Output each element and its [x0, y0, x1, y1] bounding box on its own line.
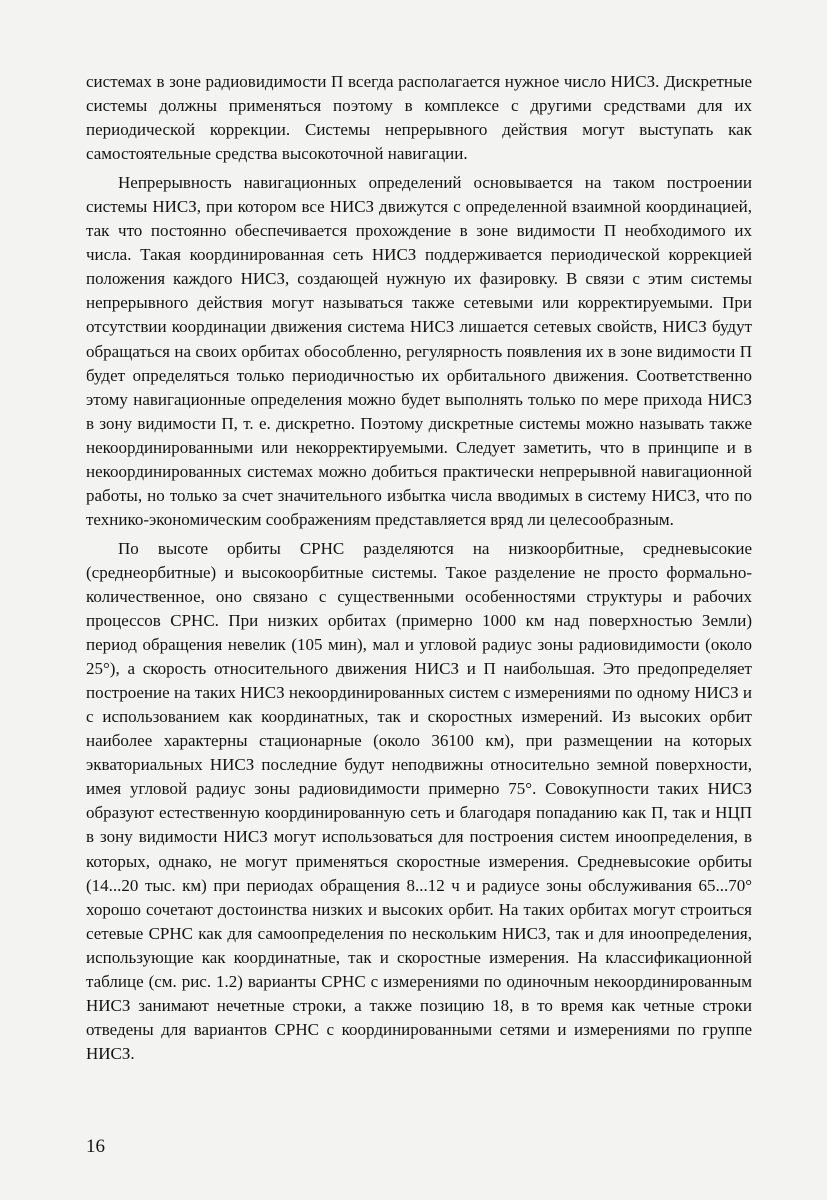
page-number: 16 [86, 1136, 105, 1157]
paragraph-continuation: системах в зоне радиовидимости П всегда располагается нужное число НИСЗ. Дискретные системы должны применяться поэтому в комплексе с другими средствами для их периодической коррекции. Системы непрерывного действия могут выступать как самостоятельные средства высокоточной навигации. [86, 72, 752, 164]
paragraph-orbit-height: По высоте орбиты СРНС разделяются на низкоорбитные, средневысокие (среднеорбитные) и высокоорбитные системы. Такое разделение не просто формально-количественное, оно связано с существенными особенностями структуры и рабочих процессов СРНС. При низких орбитах (примерно 1000 км над поверхностью Земли) период обращения невелик (105 мин), мал и угловой радиус зоны радиовидимости (около 25°), а скорость относительного движения НИСЗ и П наибольшая. Это предопределяет построение на таких НИСЗ некоординированных систем с измерениями по одному НИСЗ и с использованием как координатных, так и скоростных измерений. Из высоких орбит наиболее характерны стационарные (около 36100 км), при размещении на которых экваториальных НИСЗ последние будут неподвижны относительно земной поверхности, имея угловой радиус зоны радиовидимости примерно 75°. Совокупности таких НИСЗ образуют естественную координированную сеть и благодаря попаданию как П, так и НЦП в зону видимости НИСЗ могут использоваться для построения систем иноопределения, в которых, однако, не могут применяться скоростные измерения. Средневысокие орбиты (14...20 тыс. км) при периодах обращения 8...12 ч и радиусе зоны обслуживания 65...70° хорошо сочетают достоинства низких и высоких орбит. На таких орбитах могут строиться сетевые СРНС как для самоопределения по нескольким НИСЗ, так и для иноопределения, использующие как координатные, так и скоростные измерения. На классификационной таблице (см. рис. 1.2) варианты СРНС с измерениями по одиночным некоординированным НИСЗ занимают нечетные строки, а также позицию 18, в то время как четные строки отведены для вариантов СРНС с координированными сетями и измерениями по группе НИСЗ. [86, 538, 752, 1063]
body-text [86, 70, 752, 1071]
paragraph-continuity: Непрерывность навигационных определений основывается на таком построении системы НИСЗ, при котором все НИСЗ движутся с определенной взаимной координацией, так что постоянно обеспечивается прохождение в зоне видимости П необходимого их числа. Такая координированная сеть НИСЗ поддерживается периодической коррекцией положения каждого НИСЗ, создающей нужную их фазировку. В связи с этим системы непрерывного действия могут называться также сетевыми или корректируемыми. При отсутствии координации движения система НИСЗ лишается сетевых свойств, НИСЗ будут обращаться на своих орбитах обособленно, регулярность появления их в зоне видимости П будет определяться только периодичностью их орбитального движения. Соответственно этому навигационные определения можно будет выполнять только по мере прихода НИСЗ в зону видимости П, т. е. дискретно. Поэтому дискретные системы можно называть также некоординированными или некорректируемыми. Следует заметить, что в принципе и в некоординированных системах можно добиться практически непрерывной навигационной работы, но только за счет значительного избытка числа вводимых в систему НИСЗ, что по технико-экономическим соображениям представляется вряд ли целесообразным. [86, 173, 752, 529]
